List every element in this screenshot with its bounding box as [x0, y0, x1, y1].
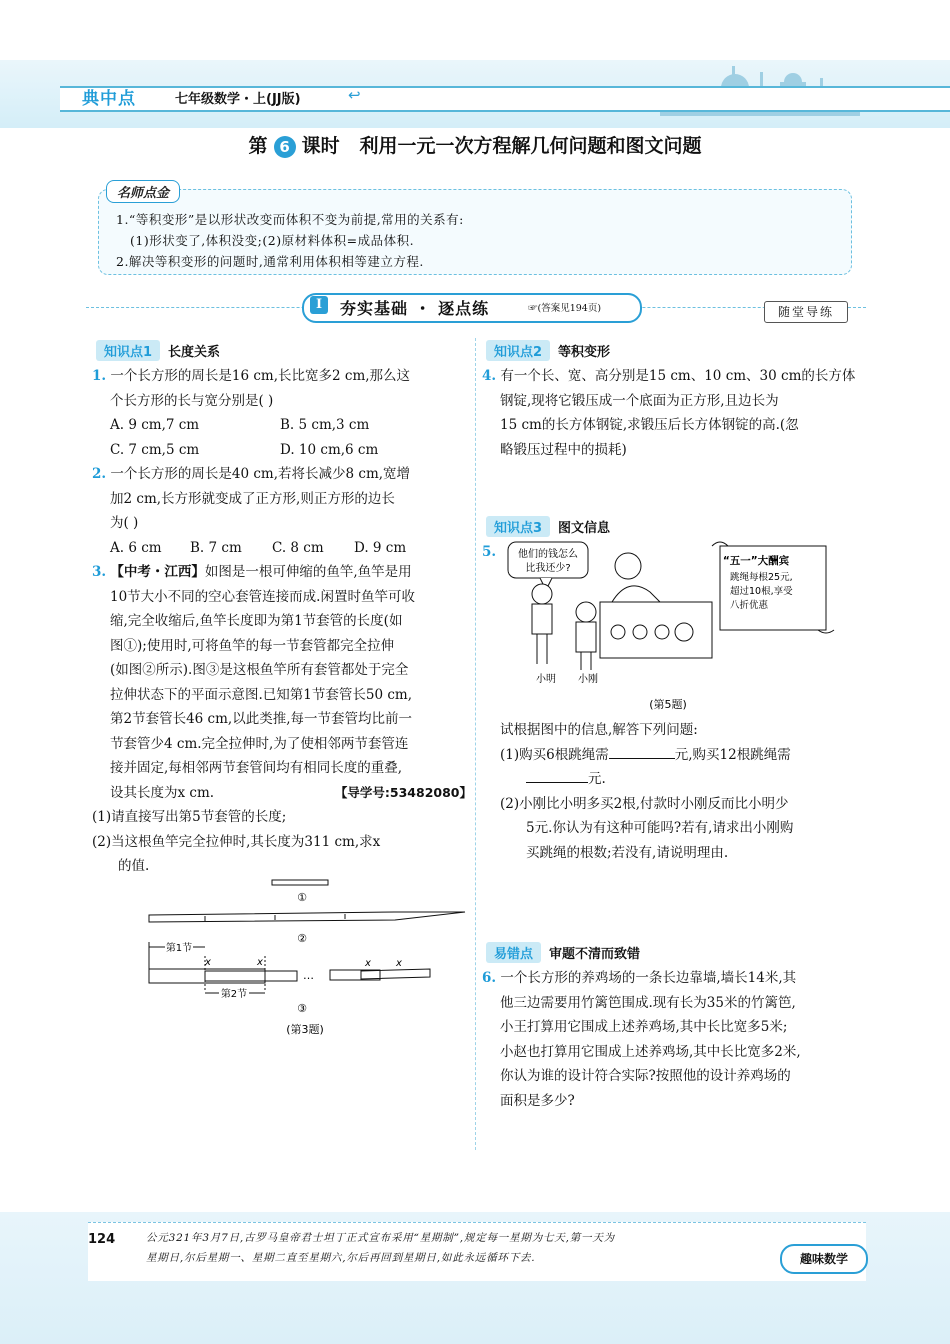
section-title: 夯实基础 ・ 逐点练	[340, 299, 490, 318]
rod-extended	[149, 912, 465, 922]
question-5-number: 5.	[482, 544, 497, 560]
brand-logo: 典中点	[82, 89, 136, 109]
question-1: 1. 一个长方形的周长是16 cm,长比宽多2 cm,那么这 个长方形的长与宽分别是( ) A. 9 cm,7 cm B. 5 cm,3 cm C. 7 cm,5 cm D. 10 cm,6 cm	[92, 368, 411, 458]
page-number: 124	[88, 1232, 116, 1247]
overlap-x-3: x	[365, 958, 371, 969]
knowledge-point-2: 知识点2 等积变形	[486, 340, 610, 361]
promo-line-2: 超过10根,享受	[730, 586, 793, 597]
shop-counter	[600, 602, 712, 658]
answer-blank-2[interactable]	[526, 782, 588, 783]
section-number: I	[310, 296, 328, 314]
lesson-title: 第 6 课时 利用一元一次方程解几何问题和图文问题	[248, 135, 702, 157]
figure-3	[145, 872, 470, 1042]
common-mistake-point: 易错点 审题不清而致错	[486, 942, 640, 963]
fig3-label-3: ③	[297, 1002, 307, 1015]
promo-line-3: 八折优惠	[730, 600, 769, 611]
book-title: 七年级数学・上(JJ版)	[175, 92, 301, 107]
guide-number: 【导学号:53482080】	[334, 784, 472, 800]
knowledge-point-3: 知识点3 图文信息	[486, 516, 610, 537]
overlap-x-4: x	[396, 958, 402, 969]
question-4: 4. 有一个长、宽、高分别是15 cm、10 cm、30 cm的长方体 钢锭,现将它锻压成一个底面为正方形,且边长为 15 cm的长方体钢锭,求锻压后长方体钢锭的高.(忽 略锻压过程中的损耗)	[482, 368, 856, 458]
figure-3-caption: (第3题)	[286, 1023, 324, 1036]
question-2: 2. 一个长方形的周长是40 cm,若将长减少8 cm,宽增 加2 cm,长方形就变成了正方形,则正方形的边长 为( ) A. 6 cm B. 7 cm C. 8 cm D. 9 cm	[92, 466, 411, 556]
promo-line-1: 跳绳每根25元,	[730, 572, 793, 583]
lesson-topic: 利用一元一次方程解几何问题和图文问题	[359, 135, 702, 157]
fun-math-badge: 趣味数学	[780, 1244, 868, 1274]
figure-5	[500, 536, 835, 716]
guide-tag: 随堂导练	[764, 301, 848, 323]
tips-label: 名师点金	[106, 180, 180, 203]
answer-blank-1[interactable]	[609, 758, 675, 759]
answer-reference: ☞(答案见194页)	[528, 303, 602, 314]
tube-segment-10	[361, 969, 430, 979]
segment-1-label: 第1节	[165, 943, 193, 954]
column-divider	[475, 338, 476, 1150]
name-xiaoming: 小明	[536, 674, 556, 685]
bubble-line-1: 他们的钱怎么	[518, 549, 578, 560]
question-5-body: 试根据图中的信息,解答下列问题: (1)购买6根跳绳需 元,购买12根跳绳需 元. (2)小刚比小明多买2根,付款时小刚反而比小明少 5元.你认为有这种可能吗?若有,请求出小刚购 买跳绳的根数;若没有,请说明理由.	[500, 722, 794, 861]
lesson-number-badge: 6	[274, 136, 296, 158]
shopkeeper	[615, 553, 641, 579]
segment-2-label: 第2节	[220, 989, 248, 1000]
figure-5-caption: (第5题)	[649, 698, 687, 711]
rod-collapsed	[272, 880, 328, 885]
overlap-x-2: x	[257, 957, 263, 968]
fig3-label-1: ①	[297, 891, 307, 904]
fig3-ellipsis: …	[303, 969, 314, 982]
question-6: 6. 一个长方形的养鸡场的一条长边靠墙,墙长14米,其 他三边需要用竹篱笆围成.现有长为35米的竹篱笆, 小王打算用它围成上述养鸡场,其中长比宽多5米; 小赵也打算用它围成上述养鸡场,其中长比宽多2米, 你认为谁的设计符合实际?按照他的设计养鸡场的 面积是多少?	[482, 970, 801, 1109]
name-xiaogang: 小刚	[578, 674, 598, 685]
knowledge-point-1: 知识点1 长度关系	[96, 340, 220, 361]
tip-line-1: 1.“等积变形”是以形状改变而体积不变为前提,常用的关系有:	[116, 212, 464, 227]
fun-fact: 公元321年3月7日,古罗马皇帝君士坦丁正式宣布采用“星期制”,规定每一星期为七天,第一天为 星期日,尔后星期一、星期二直至星期六,尔后再回到星期日,如此永远循环下去.	[146, 1232, 615, 1264]
tip-line-3: 2.解决等积变形的问题时,通常利用体积相等建立方程.	[116, 254, 424, 269]
fig3-label-2: ②	[297, 932, 307, 945]
overlap-x-1: x	[205, 957, 211, 968]
bubble-line-2: 比我还少?	[525, 563, 571, 574]
tube-segment-2	[205, 971, 297, 981]
return-arrow-icon: ↩	[348, 86, 361, 104]
boy-xiaoming	[532, 584, 552, 604]
boy-xiaogang	[576, 602, 596, 622]
promo-title: “五一”大酬宾	[722, 555, 790, 567]
tip-line-2: (1)形状变了,体积没变;(2)原材料体积=成品体积.	[130, 233, 415, 248]
question-3: 3. 【中考・江西】如图是一根可伸缩的鱼竿,鱼竿是用 10节大小不同的空心套管连接而成.闲置时鱼竿可收 缩,完全收缩后,鱼竿长度即为第1节套管的长度(如 图①);使用时,可将鱼竿的每一节套管都完全拉伸 (如图②所示).图③是这根鱼竿所有套管都处于完全 拉伸状态下的平面示意图.已知第1节套管长50 cm, 第2节套管长46 cm,以此类推,每一节套管均比前一 节套管少4 cm.完全拉伸时,为了使相邻两节套管连 接并固定,每相邻两节套管间均有相同长度的重叠, 设其长度为x cm. 【导学号:53482080】 (1)请直接写出第5节套管的长度; (2)当这根鱼竿完全拉伸时,其长度为311 cm,求x 的值.	[92, 564, 472, 874]
